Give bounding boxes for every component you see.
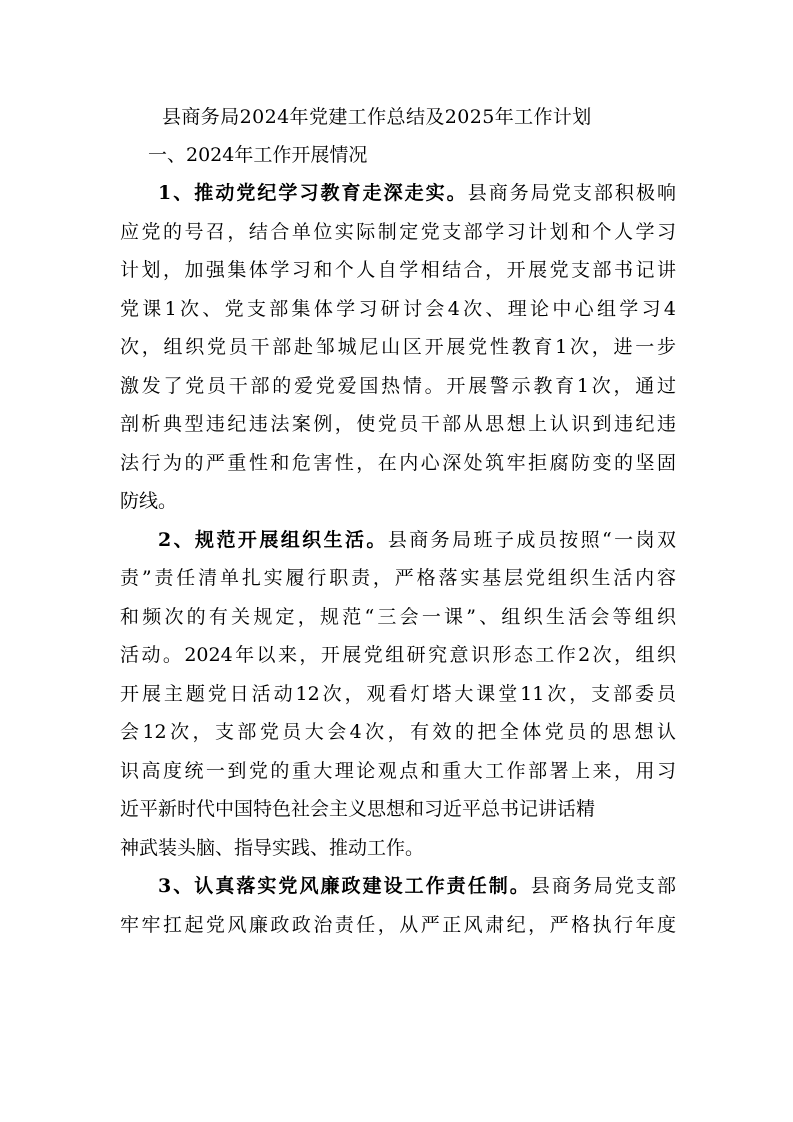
paragraph-line: 剖析典型违纪违法案例，使党员干部从思想上认识到违纪违 — [120, 413, 676, 435]
paragraph-line: 应党的号召，结合单位实际制定党支部学习计划和个人学习 — [120, 220, 676, 243]
paragraph-2 — [120, 521, 676, 868]
paragraph-line: 责”责任清单扎实履行职责，严格落实基层党组织生活内容 — [120, 567, 676, 589]
paragraph-line: 神武装头脑、指导实践、推动工作。 — [120, 836, 425, 859]
paragraph-line: 牢牢扛起党风廉政政治责任，从严正风肃纪，严格执行年度 — [120, 913, 676, 936]
paragraph-text: 县商务局党支部 — [530, 875, 676, 897]
paragraph-text: 县商务局班子成员按照“一岗双 — [387, 528, 676, 551]
paragraph-line — [120, 174, 676, 213]
paragraph-line: 会12次，支部党员大会4次，有效的把全体党员的思想认 — [120, 721, 676, 743]
paragraph-line: 识高度统一到党的重大理论观点和重大工作部署上来，用习 — [120, 759, 676, 782]
paragraph-line: 活动。2024年以来，开展党组研究意识形态工作2次，组织 — [120, 644, 676, 666]
paragraph-line — [120, 867, 676, 906]
paragraph-lead: 1、推动党纪学习教育走深走实。 — [158, 182, 468, 204]
paragraph-line: 防线。 — [120, 490, 178, 512]
paragraph-lead: 3、认真落实党风廉政建设工作责任制。 — [158, 875, 531, 897]
paragraph-line: 激发了党员干部的爱党爱国热情。开展警示教育1次，通过 — [120, 374, 676, 397]
document-title: 县商务局2024年党建工作总结及2025年工作计划 — [162, 106, 592, 128]
paragraph-line — [120, 521, 676, 560]
paragraph-line: 次，组织党员干部赴邹城尼山区开展党性教育1次，进一步 — [120, 336, 676, 358]
document-page — [120, 98, 676, 944]
paragraph-3 — [120, 867, 676, 944]
paragraph-line: 党课1次、党支部集体学习研讨会4次、理论中心组学习4 — [120, 297, 676, 320]
paragraph-line: 和频次的有关规定，规范“三会一课”、组织生活会等组织 — [120, 605, 676, 628]
section-heading: 一、2024年工作开展情况 — [148, 144, 368, 166]
paragraph-text: 县商务局党支部积极响 — [467, 182, 676, 204]
paragraph-1 — [120, 174, 676, 521]
paragraph-line: 计划，加强集体学习和个人自学相结合，开展党支部书记讲 — [120, 259, 676, 281]
paragraph-lead: 2、规范开展组织生活。 — [158, 528, 388, 551]
paragraph-line: 近平新时代中国特色社会主义思想和习近平总书记讲话精 — [120, 798, 596, 820]
paragraph-line: 开展主题党日活动12次，观看灯塔大课堂11次，支部委员 — [120, 682, 676, 705]
paragraph-line: 法行为的严重性和危害性，在内心深处筑牢拒腐防变的坚固 — [120, 451, 676, 474]
